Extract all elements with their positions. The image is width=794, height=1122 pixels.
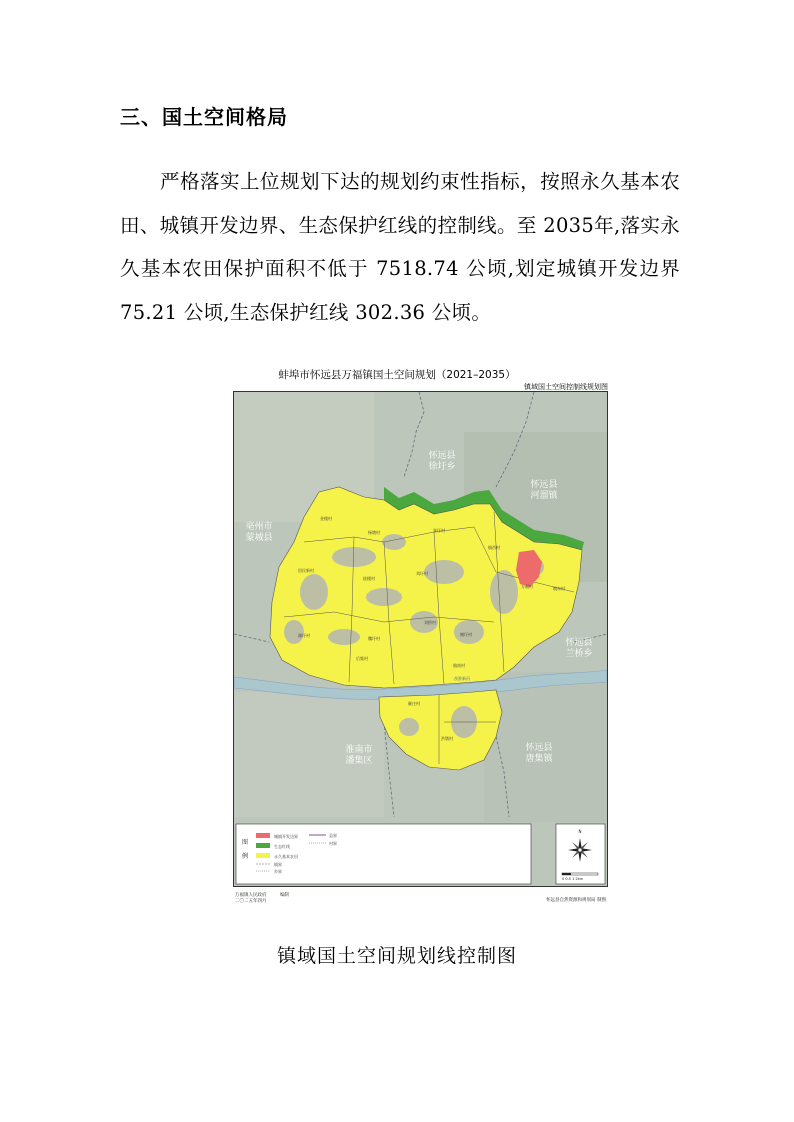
map-footer-left: [235, 893, 289, 905]
village-label: 万福村: [521, 584, 533, 589]
neighbor-label: 蒙城县: [245, 533, 273, 543]
neighbor-label: 淮南市: [345, 745, 373, 755]
village-label: 后集村: [356, 656, 368, 661]
neighbor-label: 亳州市: [245, 522, 273, 532]
legend-item: 永久基本农田: [274, 854, 298, 859]
neighbor-label: 怀远县: [530, 480, 558, 490]
village-label: 镇西村: [488, 545, 500, 550]
neighbor-label: 徐圩乡: [428, 462, 456, 472]
village-label: 刘桥村: [424, 620, 436, 625]
neighbor-label: 兰桥乡: [565, 649, 593, 659]
village-label: 镇南村: [453, 663, 465, 668]
neighbor-label: 怀远县: [525, 743, 553, 753]
footer-suffix: 编制: [279, 893, 289, 898]
legend-item: 生态红线: [274, 844, 290, 849]
map-footer-right: 怀远县自然资源和规划局 制图: [546, 898, 606, 903]
village-label: 洪墩村: [441, 736, 453, 741]
scale-label: 0 0.5 1 2km: [562, 877, 584, 881]
body-paragraph: 严格落实上位规划下达的规划约束性指标，按照永久基本农田、城镇开发边界、生态保护红线的控制线。至 2035年,落实永久基本农田保护面积不低于 7518.74 公顷,划定城镇开发边界 75.21 公顷,生态保护红线 302.36 公顷。: [120, 170, 680, 324]
village-label: 湖圩村: [298, 633, 310, 638]
neighbor-label: 怀远县: [428, 451, 456, 461]
village-label: 谢圩村: [460, 632, 472, 637]
legend-item: 城镇开发边界: [274, 834, 298, 839]
river-label: 茨淮新河: [454, 676, 470, 681]
figure-caption: 镇域国土空间规划线控制图: [276, 945, 517, 967]
footer-date: 二〇二五年四月: [235, 899, 267, 904]
village-label: 魏圩村: [368, 636, 380, 641]
neighbor-label: 怀远县: [565, 638, 593, 648]
village-label: 金楼村: [320, 516, 332, 521]
neighbor-label: 唐集镇: [525, 754, 553, 764]
neighbor-label: 河溜镇: [530, 491, 558, 501]
legend-item: 镇界: [274, 862, 282, 867]
map-title: 蚌埠市怀远县万福镇国土空间规划（2021–2035）: [278, 369, 516, 381]
compass-scale: [556, 824, 605, 884]
legend-title-char: 例: [242, 853, 249, 860]
legend-item: 县界: [329, 833, 337, 838]
planning-map: [233, 391, 608, 887]
village-label: 镇东村: [553, 586, 565, 591]
legend-item: 村界: [329, 841, 337, 846]
map-legend: [236, 824, 531, 884]
village-label: 颜庄村: [408, 701, 420, 706]
map-subtitle: 镇域国土空间控制线规划图: [524, 383, 608, 391]
village-label: 杨塘村: [368, 530, 380, 535]
footer-org: 万福镇人民政府: [235, 893, 267, 898]
village-label: 回民新村: [298, 568, 314, 573]
village-label: 桂楼村: [363, 576, 375, 581]
section-heading: 三、国土空间格局: [120, 105, 288, 129]
north-label: N: [578, 829, 582, 834]
village-label: 刘圩村: [416, 571, 428, 576]
neighbor-label: 潘集区: [345, 756, 373, 766]
legend-title-char: 图: [242, 839, 249, 846]
legend-item: 乡界: [274, 869, 282, 874]
village-label: 张圩村: [433, 528, 445, 533]
